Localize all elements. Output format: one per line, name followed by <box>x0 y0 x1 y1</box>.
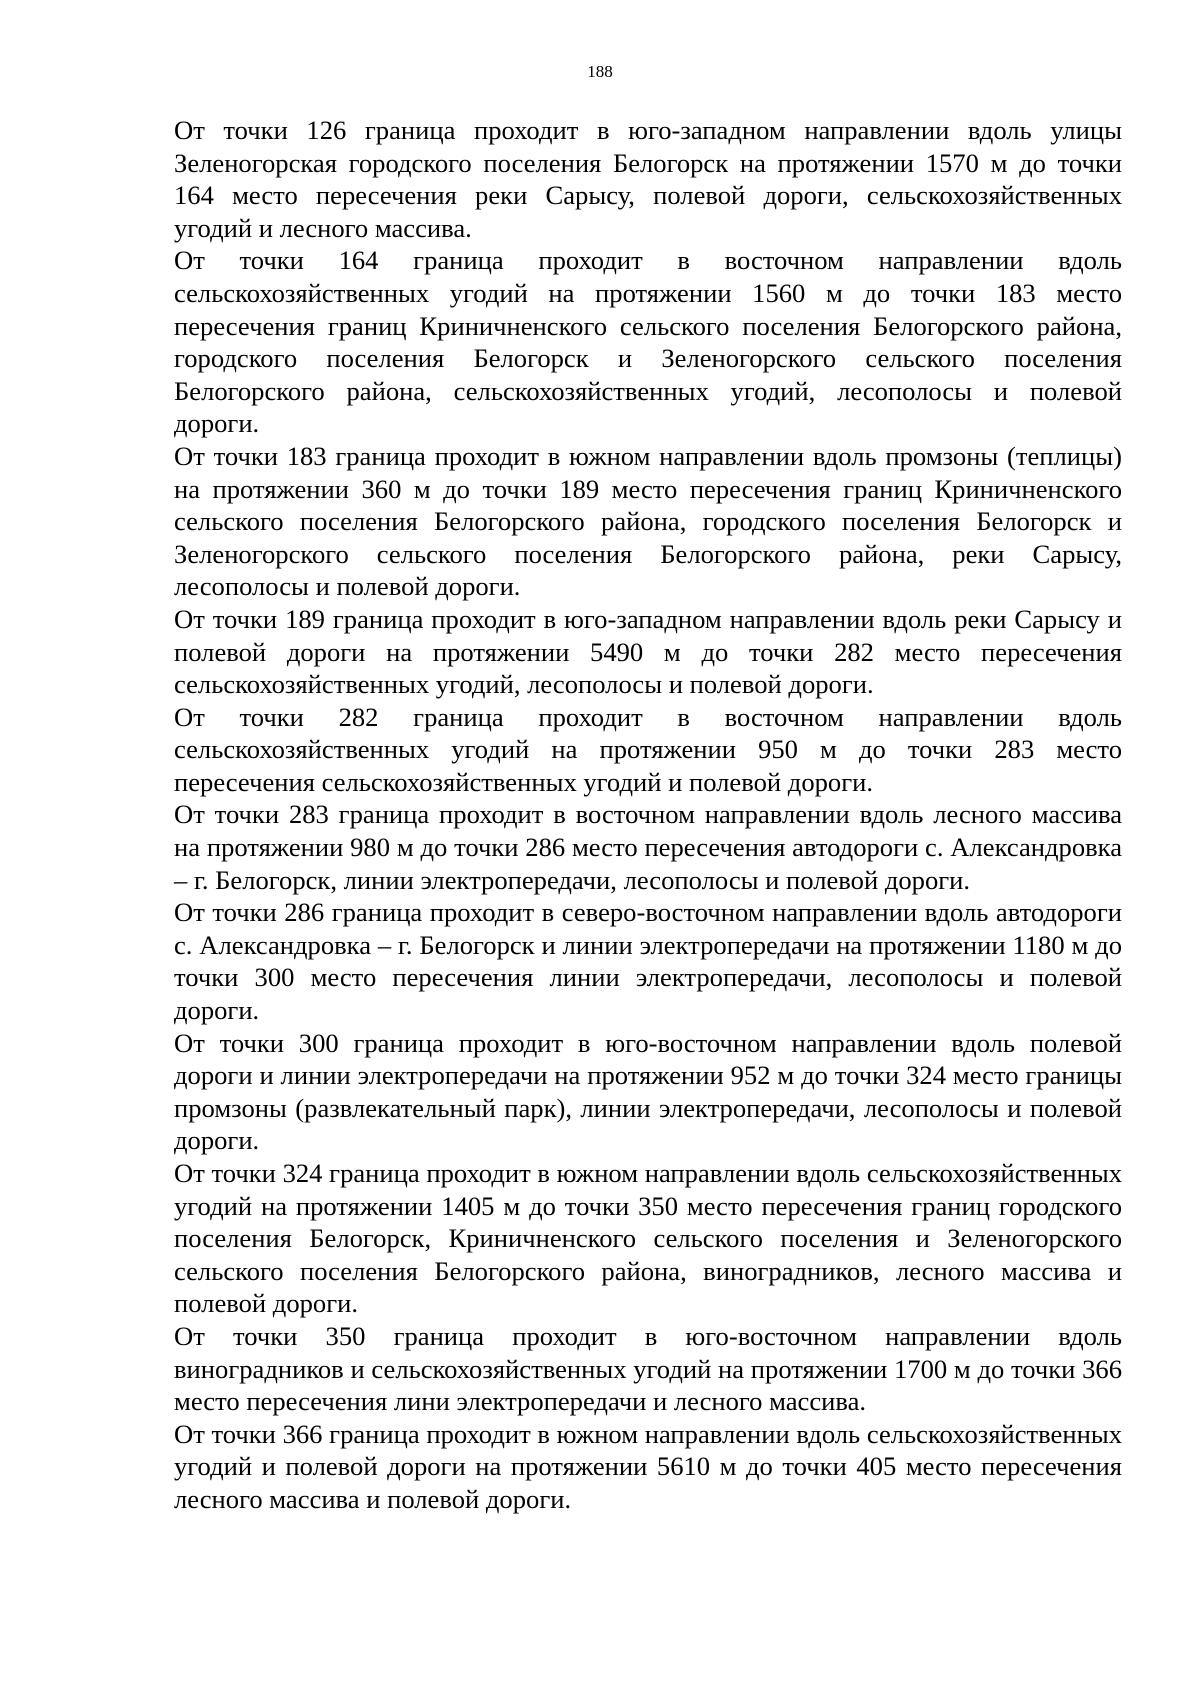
paragraph-point-286: От точки 286 граница проходит в северо-восточном направлении вдоль автодороги с. Александровка – г. Белогорск и линии электропередачи на протяжении 1180 м до точки 300 место пересечения линии электропередачи, лесополосы и полевой дороги. <box>174 897 1122 1026</box>
paragraph-point-300: От точки 300 граница проходит в юго-восточном направлении вдоль полевой дороги и линии электропередачи на протяжении 952 м до точки 324 место границы промзоны (развлекательный парк), линии электропередачи, лесополосы и полевой дороги. <box>174 1027 1122 1156</box>
paragraph-point-164: От точки 164 граница проходит в восточном направлении вдоль сельскохозяйственных угодий на протяжении 1560 м до точки 183 место пересечения границ Криничненского сельского поселения Белогорского района, городского поселения Белогорск и Зеленогорского сельского поселения Белогорского района, сельскохозяйственных угодий, лесополосы и полевой дороги. <box>174 245 1122 439</box>
paragraph-point-282: От точки 282 граница проходит в восточном направлении вдоль сельскохозяйственных угодий на протяжении 950 м до точки 283 место пересечения сельскохозяйственных угодий и полевой дороги. <box>174 701 1122 797</box>
paragraph-point-283: От точки 283 граница проходит в восточном направлении вдоль лесного массива на протяжении 980 м до точки 286 место пересечения автодороги с. Александровка – г. Белогорск, линии электропередачи, лесополосы и полевой дороги. <box>174 799 1122 895</box>
document-body <box>174 114 1122 1516</box>
paragraph-point-350: От точки 350 граница проходит в юго-восточном направлении вдоль виноградников и сельскохозяйственных угодий на протяжении 1700 м до точки 366 место пересечения лини электропередачи и лесного массива. <box>174 1320 1122 1417</box>
paragraph-point-183: От точки 183 граница проходит в южном направлении вдоль промзоны (теплицы) на протяжении 360 м до точки 189 место пересечения границ Криничненского сельского поселения Белогорского района, городского поселения Белогорск и Зеленогорского сельского поселения Белогорского района, реки Сарысу, лесополосы и полевой дороги. <box>174 440 1122 602</box>
paragraph-point-366: От точки 366 граница проходит в южном направлении вдоль сельскохозяйственных угодий и полевой дороги на протяжении 5610 м до точки 405 место пересечения лесного массива и полевой дороги. <box>174 1418 1122 1514</box>
paragraph-point-126: От точки 126 граница проходит в юго-западном направлении вдоль улицы Зеленогорская городского поселения Белогорск на протяжении 1570 м до точки 164 место пересечения реки Сарысу, полевой дороги, сельскохозяйственных угодий и лесного массива. <box>174 115 1122 243</box>
page-number: 188 <box>587 62 613 81</box>
paragraph-point-189: От точки 189 граница проходит в юго-западном направлении вдоль реки Сарысу и полевой дороги на протяжении 5490 м до точки 282 место пересечения сельскохозяйственных угодий, лесополосы и полевой дороги. <box>174 603 1122 700</box>
paragraph-point-324: От точки 324 граница проходит в южном направлении вдоль сельскохозяйственных угодий на протяжении 1405 м до точки 350 место пересечения границ городского поселения Белогорск, Криничненского сельского поселения и Зеленогорского сельского поселения Белогорского района, виноградников, лесного массива и полевой дороги. <box>174 1158 1122 1319</box>
